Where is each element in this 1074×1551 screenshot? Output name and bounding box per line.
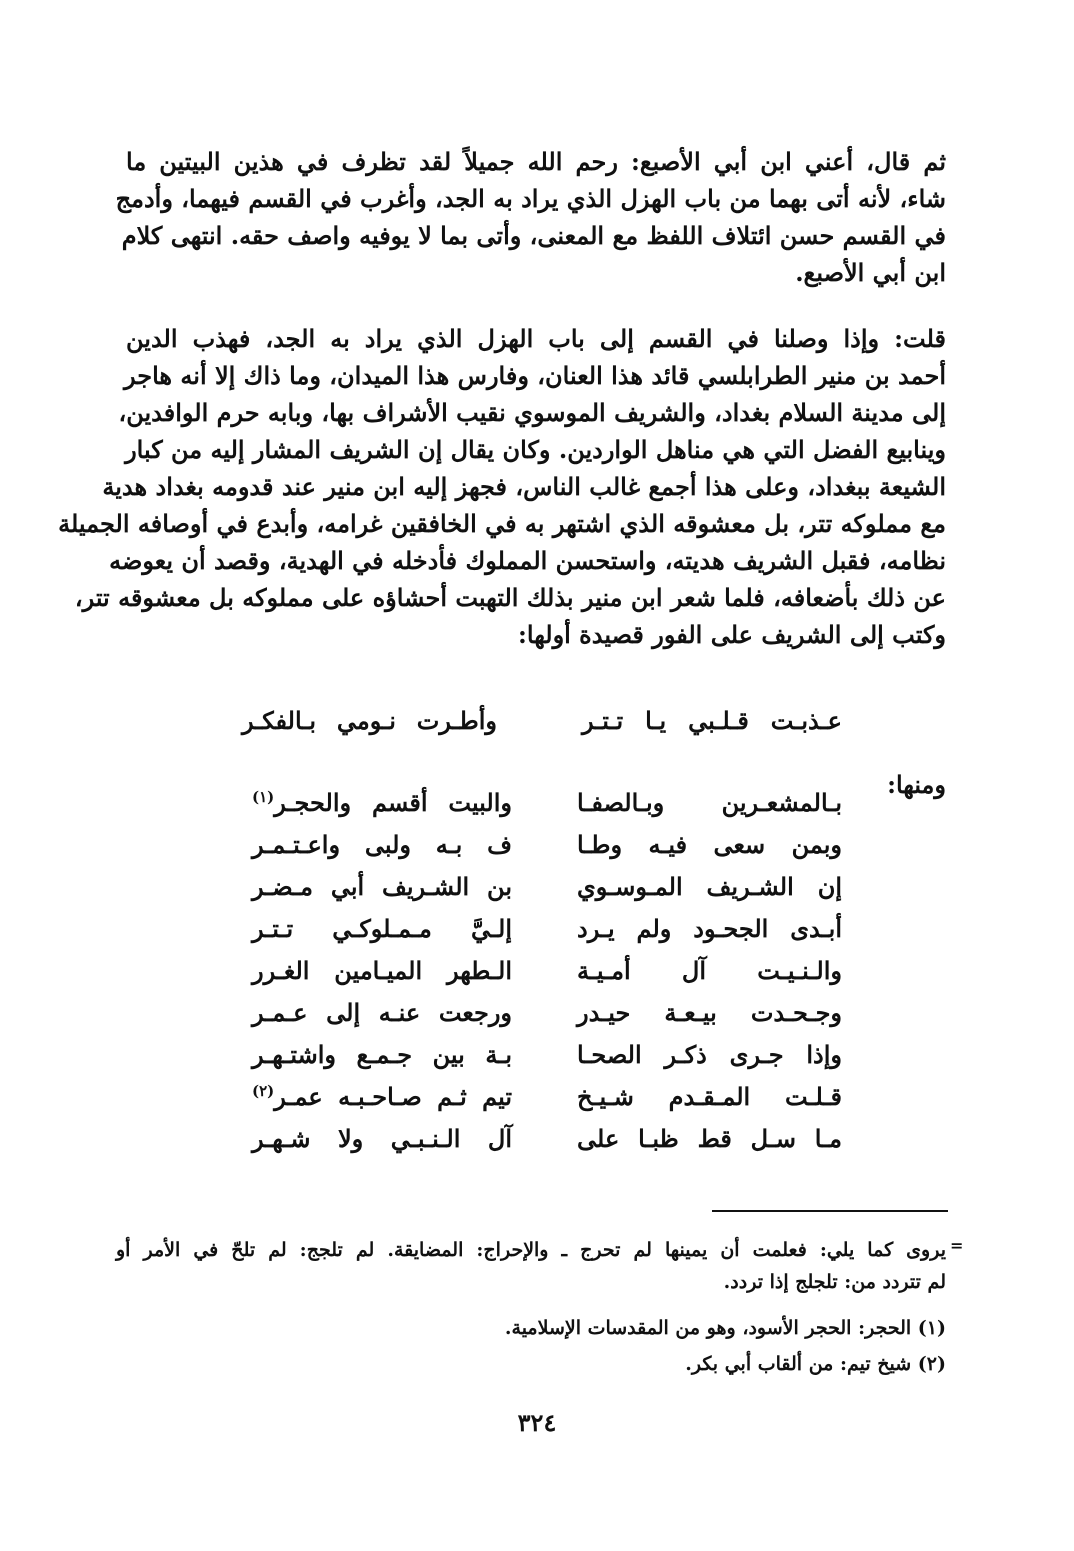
verse-second-text: تيم ثـم صـاحـبـه عمـر: [274, 1082, 512, 1111]
poem: [242, 788, 842, 1166]
verse-second-hemistich: وأطـرت نـومي بـالفكـر: [242, 706, 497, 735]
verse-first-hemistich: قـلـت المـقـدم شـيـخ: [577, 1082, 842, 1111]
paragraph-2-line: الشيعة ببغداد، وعلى هذا أجمع غالب الناس، فجهز إليه ابن منير عند قدومه بغداد هدية: [102, 472, 946, 501]
paragraph-2-line: وكتب إلى الشريف على الفور قصيدة أولها:: [518, 620, 946, 649]
opening-verse: [242, 706, 842, 746]
continuation-mark: =: [950, 1236, 964, 1255]
poem-verse: [242, 1040, 842, 1082]
verse-second-hemistich: ورجعت عنـه إلى عـمـر: [252, 998, 512, 1027]
paragraph-1-line: ثم قال، أعني ابن أبي الأصبع: رحم الله جميلاً لقد تظرف في هذين البيتين ما: [126, 147, 946, 176]
paragraph-2-line: نظامه، فقبل الشريف هديته، واستحسن المملوك فأدخله في الهدية، وقصد أن يعوضه: [109, 546, 946, 575]
verse-first-hemistich: والـنـيـت آل أمـيـة: [577, 956, 842, 985]
poem-verse: [242, 956, 842, 998]
verse-first-hemistich: وجـحـدت بيـعـة حيـدر: [577, 998, 842, 1027]
verse-first-hemistich: مـا سـل قط ظبـا على: [577, 1124, 842, 1153]
paragraph-1-line: ابن أبي الأصبع.: [795, 258, 946, 287]
paragraph-1-line: في القسم حسن ائتلاف اللفظ مع المعنى، وأتى بما لا يوفيه واصف حقه. انتهى كلام: [121, 221, 946, 250]
poem-verse: [242, 872, 842, 914]
verse-second-hemistich: بن الشـريف أبي مـضـر: [252, 872, 512, 901]
poem-verse: [242, 914, 842, 956]
verse-second-text: والبيت أقسم والحجـر: [274, 788, 512, 817]
verse-second-hemistich: [252, 1082, 512, 1111]
minha-label: ومنها:: [887, 770, 946, 799]
page-number: ٣٢٤: [517, 1408, 557, 1437]
footnote-separator: [712, 1210, 948, 1212]
verse-second-hemistich: آل الـنـبـي ولا شـهـر: [252, 1124, 512, 1153]
footnote-1: (١) الحجر: الحجر الأسود، وهو من المقدسات الإسلامية.: [504, 1317, 946, 1339]
paragraph-2: [58, 320, 946, 653]
poem-verse: [242, 830, 842, 872]
paragraph-2-line: عن ذلك بأضعافه، فلما شعر ابن منير بذلك التهبت أحشاؤه على مملوكه بل معشوقه تتر،: [74, 583, 946, 612]
poem-verse: [242, 998, 842, 1040]
verse-first-hemistich: بـالمشعـرين وبـالصفـا: [577, 788, 842, 817]
paragraph-1: [115, 143, 946, 291]
verse-second-hemistich: ف بـه ولبى واعـتـمـر: [252, 830, 512, 859]
verse-first-hemistich: عـذبـت قـلـبي يـا تـتـر: [582, 706, 842, 735]
verse-first-hemistich: إن الشـريف المـوسـوي: [577, 872, 842, 901]
paragraph-2-line: وينابيع الفضل التي هي مناهل الواردين. وكان يقال إن الشريف المشار إليه من كبار: [125, 435, 946, 464]
footnote-2: (٢) شيخ تيم: من ألقاب أبي بكر.: [685, 1353, 946, 1375]
verse-second-hemistich: الـطهر الميـامين الغـرر: [252, 956, 512, 985]
paragraph-2-line: مع مملوكه تتر، بل معشوقه الذي اشتهر به في الخافقين غرامه، وأبدع في أوصافه الجميلة: [58, 509, 946, 538]
verse-first-hemistich: وإذا جـرى ذكـر الصحـا: [577, 1040, 842, 1069]
paragraph-2-line: إلى مدينة السلام بغداد، والشريف الموسوي نقيب الأشراف بها، وبابه حرم الوافدين،: [118, 398, 946, 427]
verse-first-hemistich: أبـدى الجحـود ولم يـرد: [577, 914, 842, 943]
verse-second-hemistich: بـة بين جـمـع واشتـهـر: [252, 1040, 512, 1069]
poem-verse: [242, 788, 842, 830]
poem-verse: [242, 1082, 842, 1124]
paragraph-1-line: شاء، لأنه أتى بهما من باب الهزل الذي يراد به الجد، وأغرب في القسم فيهما، وأدمج: [115, 184, 946, 213]
verse-second-hemistich: إلـيَّ مـمـلوكـي تـتـر: [252, 914, 512, 943]
footnote-line: يروى كما يلي: فعلمت أن يمينها لم تحرج ـ والإحراج: المضايقة. لم تلجج: لم تلحّ في الأمر أو: [116, 1239, 946, 1261]
verse-second-hemistich: [252, 788, 512, 817]
footnote-ref: (١): [252, 788, 275, 806]
footnote-line: لم تتردد من: تلجلج إذا تردد.: [723, 1271, 946, 1293]
poem-verse: [242, 1124, 842, 1166]
footnote-continuation: [116, 1234, 946, 1298]
paragraph-2-line: أحمد بن منير الطرابلسي قائد هذا العنان، وفارس هذا الميدان، وما ذاك إلا أنه هاجر: [124, 361, 946, 390]
verse-first-hemistich: وبمن سعى فيـه وطـا: [577, 830, 842, 859]
footnote-ref: (٢): [252, 1082, 275, 1100]
paragraph-2-line: قلت: وإذا وصلنا في القسم إلى باب الهزل الذي يراد به الجد، فهذب الدين: [126, 324, 946, 353]
